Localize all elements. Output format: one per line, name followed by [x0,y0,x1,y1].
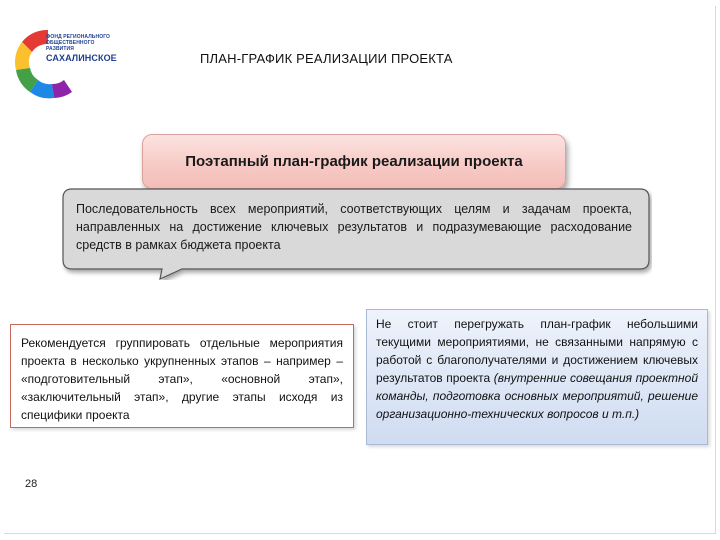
logo-line-1: ФОНД РЕГИОНАЛЬНОГО [46,34,111,40]
page-title: ПЛАН-ГРАФИК РЕАЛИЗАЦИИ ПРОЕКТА [200,51,453,66]
overload-warning-text: Не стоит перегружать план-график небольшими текущими мероприятиями, не связанными напрямую с работой с благополучателями и достижением ключевых результатов проекта [376,317,698,385]
stage-plan-heading: Поэтапный план-график реализации проекта [142,134,566,189]
logo-text [46,34,116,64]
callout-text: Последовательность всех мероприятий, соответствующих целям и задачам проекта, направленных на достижение ключевых результатов и подразумевающие расходование средств в рамках бюджета проекта [76,202,632,252]
organization-logo [8,24,117,106]
logo-line-2: ОБЩЕСТВЕННОГО РАЗВИТИЯ [46,40,95,52]
overload-warning-box [366,309,708,445]
grouping-recommendation-text: Рекомендуется группировать отдельные мероприятия проекта в несколько укрупненных этапов – например – «подготовительный этап», «основной этап», «заключительный этап», другие этапы исходя из специфики проекта [21,336,343,422]
logo-line-3: САХАЛИНСКОЕ [46,53,117,63]
overload-warning-examples: (внутренние совещания проектной команды, подготовка основных мероприятий, решение организационно-технических вопросов и т.п.) [376,371,698,421]
grouping-recommendation-box [10,324,354,428]
page-number: 28 [25,478,38,490]
definition-callout [62,188,652,280]
